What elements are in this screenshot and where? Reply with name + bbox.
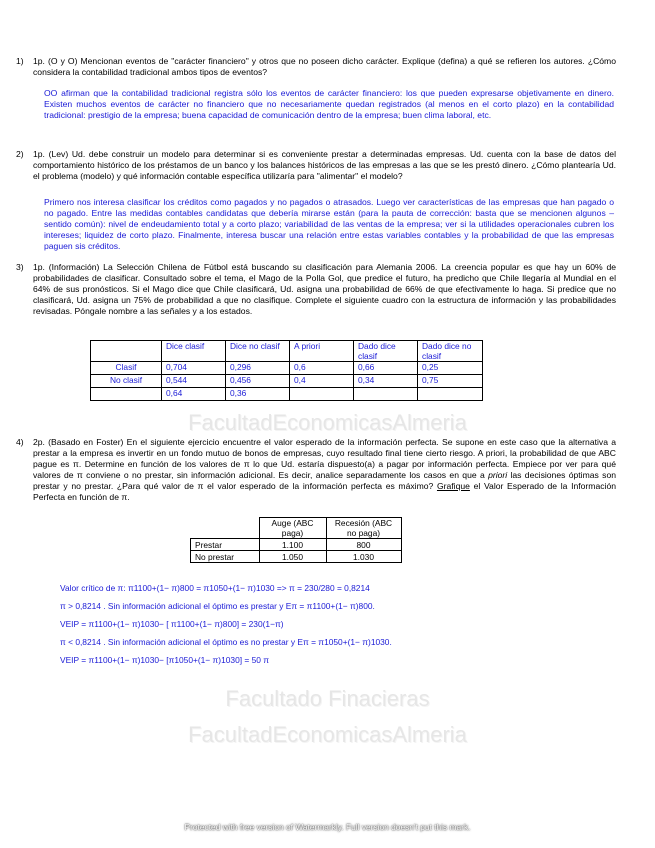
payoff-table: [190, 517, 402, 563]
table-row: [91, 362, 483, 375]
question-number: 2): [16, 149, 24, 159]
table-header-cell: Dice clasif: [162, 341, 226, 362]
table-cell: 1.100: [259, 539, 326, 551]
information-structure-table: [90, 340, 483, 401]
question-2: [16, 149, 616, 182]
table-cell: Clasif: [91, 362, 162, 375]
question-text-part: el Valor Esperado de la Información Perfecta en función de π.: [33, 481, 616, 502]
calculation-line: Valor crítico de π: π1100+(1− π)800 = π1050+(1− π)1030 => π = 230/280 = 0,8214: [60, 583, 370, 593]
table-header-row: [91, 341, 483, 362]
calculation-line: VEIP = π1100+(1− π)1030− [π1050+(1− π)1030] = 50 π: [60, 655, 270, 665]
table-cell: 0,34: [354, 375, 418, 388]
question-number: 4): [16, 437, 24, 447]
answer-2: Primero nos interesa clasificar los créditos como pagados y no pagados o atrasados. Luego ver características de las empresas que han pagado o no pagado. Entre las medidas contables candidatas que debería mirarse están (para la pauta de corrección: basta que se mencionen algunos – sentido común): nivel de endeudamiento total y a corto plazo; variabilidad de las ventas de la empresa; ver si la utilidades operacionales cubren los intereses; liquidez de corto plazo. Finalmente, interesa buscar una relación entre estas variables contables y la probabilidad de que las empresas paguen sis créditos.: [44, 197, 614, 251]
table-header-cell: Auge (ABC paga): [259, 518, 326, 539]
question-text-part: las decisiones óptimas son prestar y no prestar. ¿Para qué valor de π el valor esperado de la información perfecta es máximo?: [33, 470, 616, 491]
table-cell: 0,296: [226, 362, 290, 375]
table-cell: 1.030: [326, 551, 401, 563]
table-row: [191, 551, 402, 563]
calculation-line: VEIP = π1100+(1− π)1030− [ π1100+(1− π)800] = 230(1−π): [60, 619, 284, 629]
watermark-footer: Protected with free version of Watermarkly. Full version doesn't put this mark.: [184, 822, 471, 832]
table-header-cell: Dice no clasif: [226, 341, 290, 362]
question-text-underlined: Grafique: [436, 481, 470, 491]
watermark-text: FacultadEconomicasAlmeria: [188, 410, 467, 435]
table-cell: 0,544: [162, 375, 226, 388]
table-cell: Prestar: [191, 539, 260, 551]
table-cell: 1.050: [259, 551, 326, 563]
question-3: [16, 262, 616, 317]
table-cell: 0,64: [162, 388, 226, 401]
question-1: [16, 56, 616, 78]
question-text: 1p. (Información) La Selección Chilena de Fútbol está buscando su clasificación para Alemania 2006. La creencia popular es que hay un 60% de probabilidades de clasificar. Consultado sobre el tema, el Mago de la Polla Gol, que predice el futuro, ha predicho que Chile llegaría al Mundial en el 64% de sus pronósticos. Si el Mago dice que Chile clasificará, Ud. asigna una probabilidad de 66% de que efectivamente lo haga. Si predice que no clasificará, Ud. asigna un 75% de probabilidad a que no clasifique. Complete el siguiente cuadro con la estructura de información y las probabilidades revisadas. Póngale nombre a las señales y a los estados.: [33, 262, 616, 316]
table-cell: 0,704: [162, 362, 226, 375]
table-header-cell: Dado dice no clasif: [418, 341, 483, 362]
table-row: [91, 375, 483, 388]
question-text: 1p. (O y O) Mencionan eventos de "carácter financiero" y otros que no poseen dicho carácter. Explique (defina) a qué se refieren los autores. ¿Cómo considera la contabilidad tradicional ambos tipos de eventos?: [33, 56, 616, 77]
table-row: [191, 539, 402, 551]
question-text: [33, 437, 616, 503]
table-cell: [290, 388, 354, 401]
table-cell: 0,75: [418, 375, 483, 388]
watermark-text: Facultado Finacieras: [225, 686, 430, 711]
table-header-cell: Recesión (ABC no paga): [326, 518, 401, 539]
table-cell: 0,4: [290, 375, 354, 388]
answer-1: OO afirman que la contabilidad tradicional registra sólo los eventos de carácter financiero: los que pueden expresarse objetivamente en dinero. Existen muchos eventos de carácter no financiero que no necesariamente quedan registrados (al menos en el corto plazo) en la contabilidad tradicional: prestigio de la empresa; buena capacidad de comunicación dentro de la empresa; buen clima laboral, etc.: [44, 88, 614, 120]
table-cell: 0,25: [418, 362, 483, 375]
table-header-cell: [91, 341, 162, 362]
question-text-italic: priori: [488, 470, 508, 480]
table-cell: [354, 388, 418, 401]
table-cell: 0,36: [226, 388, 290, 401]
calculation-line: π < 0,8214 . Sin información adicional el óptimo es no prestar y Eπ = π1050+(1− π)1030.: [60, 637, 392, 647]
table-cell: No prestar: [191, 551, 260, 563]
calculation-line: π > 0,8214 . Sin información adicional el óptimo es prestar y Eπ = π1100+(1− π)800.: [60, 601, 375, 611]
question-text-part: 2p. (Basado en Foster) En el siguiente ejercicio encuentre el valor esperado de la información perfecta. Se supone en este caso que la alternativa a prestar a la empresa es invertir en un fondo mutuo de bonos de empresas, cuyo resultado final tiene cierto riesgo. A priori, la probabilidad de que ABC pague es π. Determine en función de los valores de π lo que Ud. estaría dispuesto(a) a pagar por información perfecta. Empiece por ver para qué valores de π conviene o no prestar, sin información adicional. Es decir, analice separadamente los casos en que a: [33, 437, 616, 480]
table-cell: 0,66: [354, 362, 418, 375]
table-header-cell: Dado dice clasif: [354, 341, 418, 362]
table-header-cell: [191, 518, 260, 539]
table-header-row: [191, 518, 402, 539]
table-cell: [91, 388, 162, 401]
question-text: 1p. (Lev) Ud. debe construir un modelo para determinar si es conveniente prestar a determinadas empresas. Ud. cuenta con la base de datos del comportamiento histórico de los préstamos de un banco y los balances históricos de las empresas a las que se les prestó dinero. ¿Cómo plantearía Ud. el problema (modelo) y qué información contable específica utilizaría para "alimentar" el modelo?: [33, 149, 616, 181]
watermark-text: FacultadEconomicasAlmeria: [188, 722, 467, 747]
question-number: 3): [16, 262, 24, 272]
table-cell: 0,6: [290, 362, 354, 375]
table-row: [91, 388, 483, 401]
table-header-cell: A priori: [290, 341, 354, 362]
table-cell: 800: [326, 539, 401, 551]
table-cell: No clasif: [91, 375, 162, 388]
table-cell: 0,456: [226, 375, 290, 388]
question-4: [16, 437, 616, 503]
table-cell: [418, 388, 483, 401]
question-number: 1): [16, 56, 24, 66]
